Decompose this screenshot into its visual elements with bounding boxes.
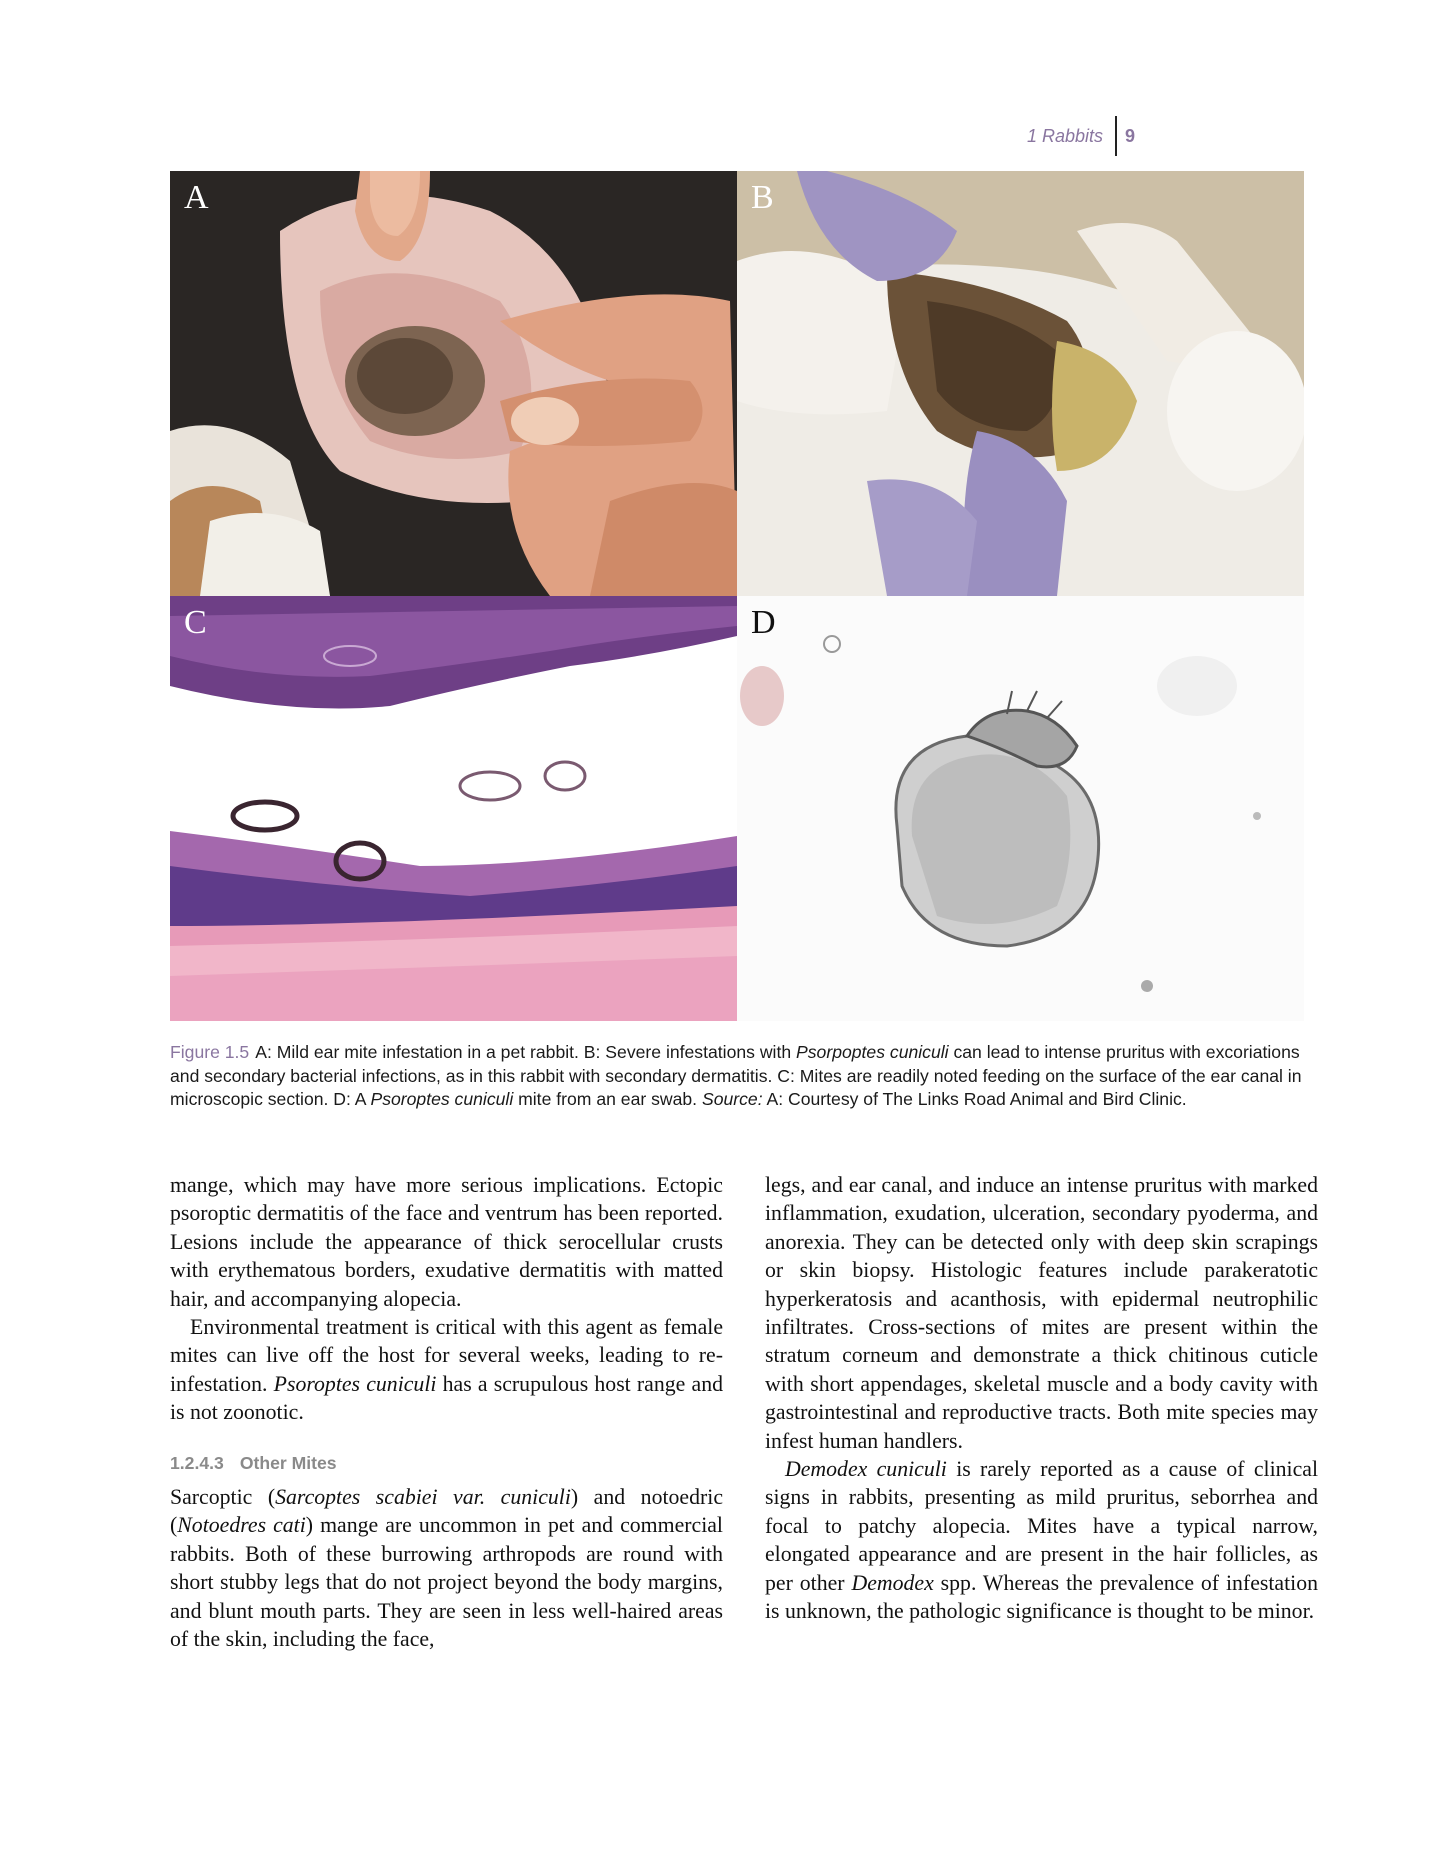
figure-panel-a [170,171,737,596]
paragraph-text: Environmental treatment is critical with this agent as female mites can live off the host for several weeks, leading to re-infestation. [170,1315,723,1396]
paragraph-italic: Psoroptes cuniculi [273,1371,437,1396]
paragraph-text: has a scrupulous host range and is not zoonotic. [170,1371,723,1425]
paragraph: legs, and ear canal, and induce an intense pruritus with marked inflammation, exudation, ulceration, secondary pyoderma, and anorexia. They can be detected only with deep skin scrapings or skin biopsy. Histologic features include parakeratotic hyperkeratosis and acanthosis, with epidermal neutrophilic infiltrates. Cross-sections of mites are present within the stratum corneum and demonstrate a thick chitinous cuticle with short appendages, skeletal muscle and a body cavity with gastrointestinal and reproductive tracts. Both mite species may infest human handlers. [765,1173,1318,1453]
caption-italic: Psoroptes cuniculi [370,1089,514,1109]
caption-text: mite from an ear swab. [513,1089,702,1109]
page-number: 9 [1124,125,1135,146]
figure-panel-d [737,596,1304,1021]
paragraph: mange, which may have more serious implications. Ectopic psoroptic dermatitis of the face and ventrum has been reported. Lesions include the appearance of thick serocellular crusts with erythematous borders, exudative dermatitis with matted hair, and accompanying alopecia. [170,1173,723,1311]
figure-caption-label: Figure 1.5 [170,1042,250,1062]
panel-label-b: B [751,179,774,216]
paragraph-text: ) and notoedric ( [170,1485,723,1538]
caption-italic: Source: [701,1089,763,1109]
figure-caption [170,1041,1320,1112]
left-column [170,1171,723,1654]
paragraph-italic: Demodex cuniculi [785,1457,947,1482]
figure-panel-b [737,171,1304,596]
caption-italic: Psorpoptes cuniculi [796,1042,949,1062]
caption-text: can lead to intense pruritus with excoriations and secondary bacterial infections, as in this rabbit with secondary dermatitis. C: Mites are readily noted feeding on the surface of the ear canal in microscopic section. D: A [170,1042,1302,1109]
running-head-chapter: 1 Rabbits [1026,125,1103,146]
section-heading [170,1449,723,1477]
ear-infestation-photo [170,171,737,596]
caption-text: A: Mild ear mite infestation in a pet rabbit. B: Severe infestations with [255,1042,797,1062]
panel-label-c: C [184,604,207,641]
paragraph [170,1313,723,1427]
section-title: Other Mites [239,1452,337,1473]
paragraph-italic: Demodex [851,1570,934,1595]
paragraph-text: Sarcoptic ( [170,1485,276,1510]
figure-1-5 [170,171,1304,1021]
paragraph-text: spp. Whereas the prevalence of infestation is unknown, the pathologic significance is thought to be minor. [765,1570,1318,1624]
histology-section-image [170,596,737,1021]
caption-text: A: Courtesy of The Links Road Animal and Bird Clinic. [762,1089,1187,1109]
section-number: 1.2.4.3 [170,1452,224,1473]
paragraph-text: ) mange are uncommon in pet and commercial rabbits. Both of these burrowing arthropods are round with short stubby legs that do not project beyond the body margins, and blunt mouth parts. They are seen in less well-haired areas of the skin, including the face, [170,1513,723,1652]
panel-label-a: A [184,179,209,216]
figure-panel-c [170,596,737,1021]
paragraph-text: is rarely reported as a cause of clinical signs in rabbits, presenting as mild pruritus, seborrhea and focal to patchy alopecia. Mites have a typical narrow, elongated appearance and are present in the hair follicles, as per other [765,1457,1319,1595]
severe-infestation-photo [737,171,1304,596]
right-column [765,1171,1318,1626]
paragraph-italic: Sarcoptes scabiei var. cuniculi [275,1485,571,1510]
mite-micrograph-image [737,596,1304,1021]
paragraph [765,1455,1318,1625]
panel-label-d: D [751,604,776,641]
paragraph-italic: Notoedres cati [177,1513,306,1538]
paragraph [170,1483,723,1653]
running-head [1027,116,1135,156]
